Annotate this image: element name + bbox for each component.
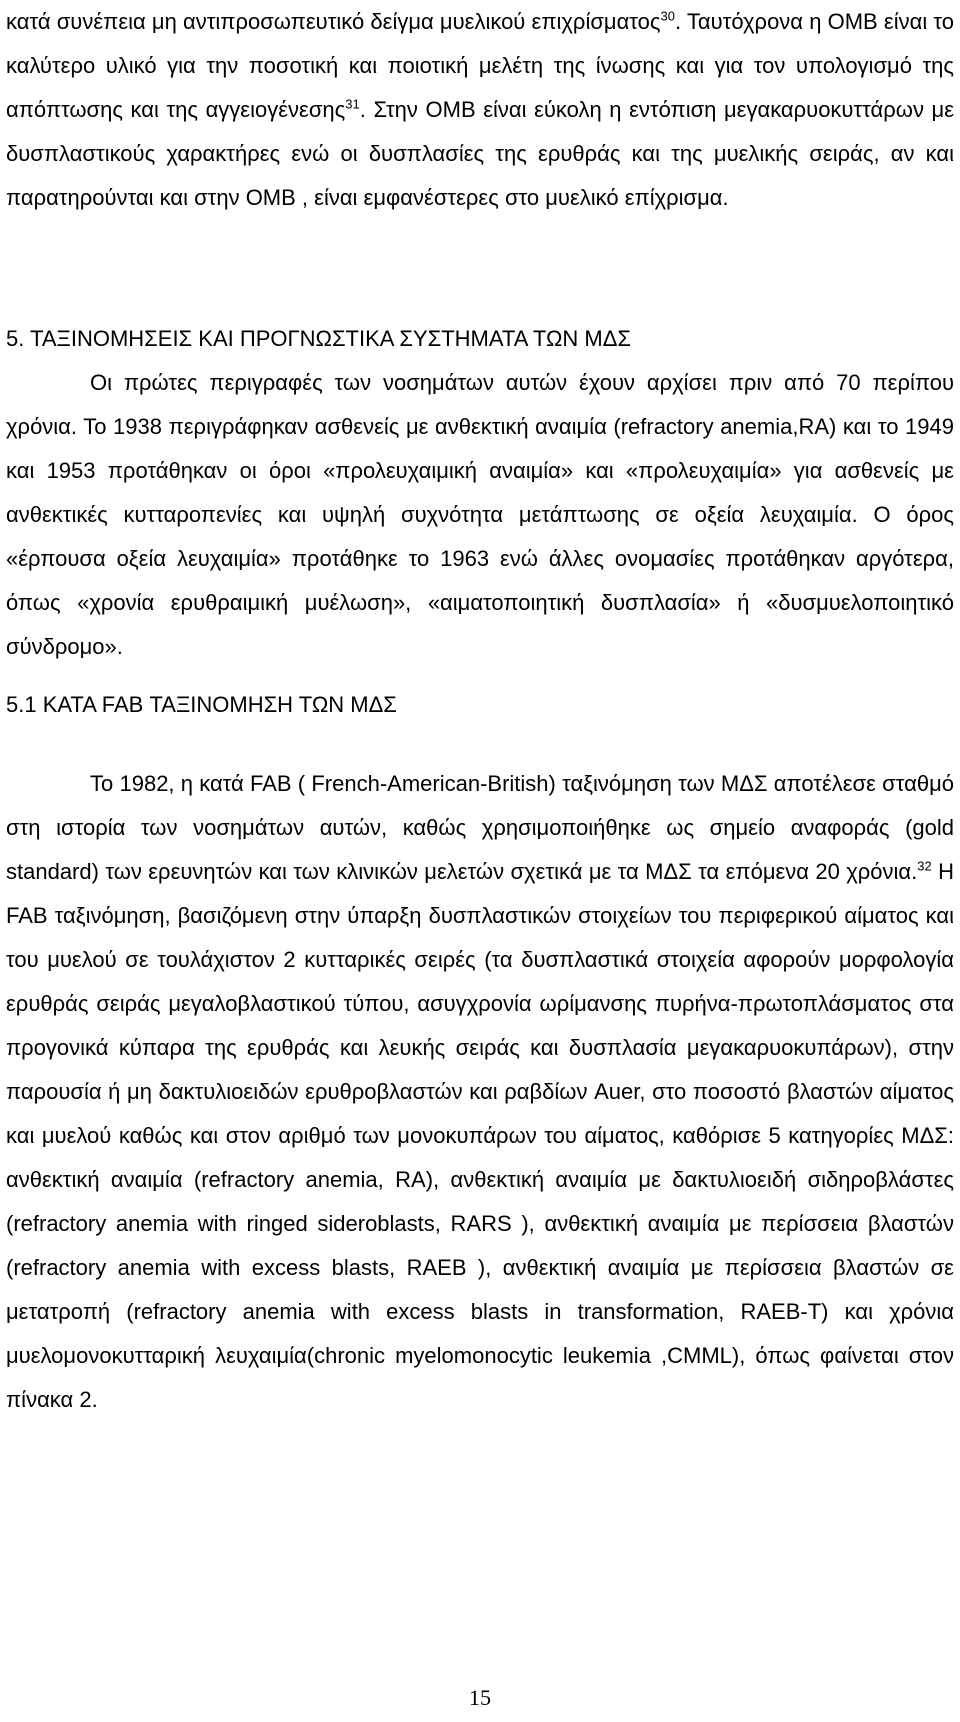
paragraph-text: . Στην ΟΜΒ είναι εύκολη η εντόπιση μεγακαρυοκυττάρων με δυσπλαστικούς χαρακτήρες ενώ οι δυσπλασίες της ερυθράς και της μυελικής σειράς, αν και παρατηρούνται και στην ΟΜΒ , είναι εμφανέστερες στο μυελικό επίχρισμα. [6, 97, 955, 210]
citation-superscript: 30 [660, 8, 675, 24]
paragraph-history: Οι πρώτες περιγραφές των νοσημάτων αυτών έχουν αρχίσει πριν από 70 περίπου χρόνια. Το 1938 περιγράφηκαν ασθενείς με ανθεκτική αναιμία (refractory anemia,RA) και το 1949 και 1953 προτάθηκαν οι όροι «προλευχαιμική αναιμία» και «προλευχαιμία» για ασθενείς με ανθεκτικές κυτταροπενίες και υψηλή συχνότητα μετάπτωσης σε οξεία λευχαιμία. Ο όρος «έρπουσα οξεία λευχαιμία» προτάθηκε το 1963 ενώ άλλες ονομασίες προτάθηκαν αργότερα, όπως «χρονία ερυθραιμική μυέλωση», «αιματοποιητική δυσπλασία» ή «δυσμυελοποιητικό σύνδρομο». [6, 370, 954, 659]
page-number: 15 [469, 1685, 491, 1710]
citation-superscript: 32 [917, 858, 932, 874]
paragraph-fab-classification [6, 762, 954, 1422]
citation-superscript: 31 [345, 96, 360, 112]
section-heading-fab: 5.1 ΚΑΤΑ FAB ΤΑΞΙΝΟΜΗΣΗ ΤΩΝ ΜΔΣ [6, 692, 397, 717]
section-heading-classifications: 5. ΤΑΞΙΝΟΜΗΣΕΙΣ ΚΑΙ ΠΡΟΓΝΩΣΤΙΚΑ ΣΥΣΤΗΜΑΤΑ ΤΩΝ ΜΔΣ [6, 326, 632, 351]
paragraph-text: Η FAB ταξινόμηση, βασιζόμενη στην ύπαρξη δυσπλαστικών στοιχείων του περιφερικού αίματος και του μυελού σε τουλάχιστον 2 κυτταρικές σειρές (τα δυσπλαστικά στοιχεία αφορούν μορφολογία ερυθράς σειράς μεγαλοβλαστικού τύπου, ασυγχρονία ωρίμανσης πυρήνα-πρωτοπλάσματος στα προγονικά κύπαρα της ερυθράς και λευκής σειράς και δυσπλασία μεγακαρυοκυπάρων), στην παρουσία ή μη δακτυλιοειδών ερυθροβλαστών και ραβδίων Auer, στο ποσοστό βλαστών αίματος και μυελού καθώς και στον αριθμό των μονοκυπάρων του αίματος, καθόρισε 5 κατηγορίες ΜΔΣ: ανθεκτική αναιμία (refractory anemia, RA), ανθεκτική αναιμία με δακτυλιοειδή σιδηροβλάστες (refractory anemia with ringed sideroblasts, RARS ), ανθεκτική αναιμία με περίσσεια βλαστών (refractory anemia with excess blasts, RAEB ), ανθεκτική αναιμία με περίσσεια βλαστών σε μετατροπή (refractory anemia with excess blasts in transformation, RAEB-T) και χρόνια μυελομονοκυτταρική λευχαιμία(chronic myelomonocytic leukemia ,CMML), όπως φαίνεται στον πίνακα 2. [6, 859, 954, 1412]
paragraph-text: κατά συνέπεια μη αντιπροσωπευτικό δείγμα μυελικού επιχρίσματος [6, 9, 661, 34]
paragraph-text: Το 1982, η κατά FAB ( French-American-British) ταξινόμηση των ΜΔΣ αποτέλεσε σταθμό στη ιστορία των νοσημάτων αυτών, καθώς χρησιμοποιήθηκε ως σημείο αναφοράς (gold standard) των ερευνητών και των κλινικών μελετών σχετικά με τα ΜΔΣ τα επόμενα 20 χρόνια. [6, 771, 954, 884]
paragraph-ombm-advantages [6, 0, 954, 220]
paragraph-text: . Ταυτόχρονα η ΟΜΒ είναι το καλύτερο υλικό για την ποσοτική και ποιοτική μελέτη της ίνωσης και για τον υπολογισμό της απόπτωσης και της αγγειογένεσης [6, 9, 954, 122]
